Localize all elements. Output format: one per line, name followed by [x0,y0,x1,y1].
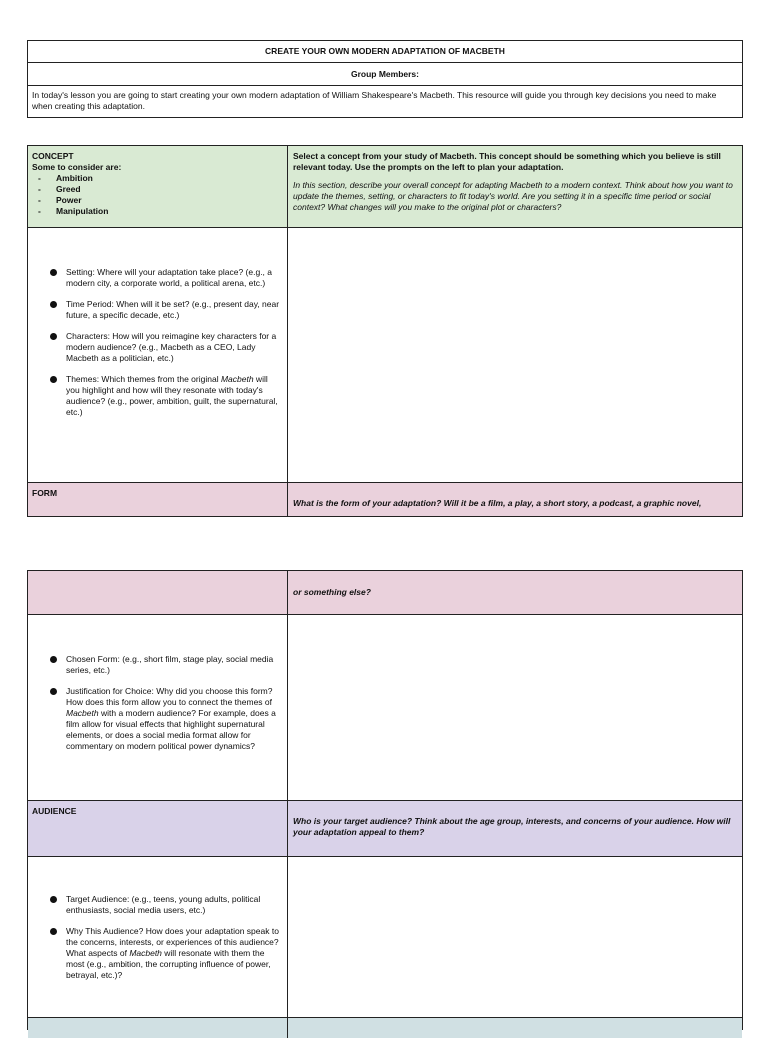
prompt-item: Characters: How will you reimagine key characters for a modern audience? (e.g., Macbeth as a CEO, Lady Macbeth as a politician, etc.) [48,331,283,364]
prompt-item: Justification for Choice: Why did you choose this form? How does this form allow you to connect the themes of Macbeth with a modern audience? For example, does a film allow for visual effects that highlight supernatural elements, or does a social media format allow for commentary on modern political power dynamics? [48,686,283,752]
audience-answer-area[interactable] [288,857,742,1017]
concept-option: - Ambition [38,173,283,184]
prompt-item: Chosen Form: (e.g., short film, stage play, social media series, etc.) [48,654,283,676]
form-question-continued: or something else? [288,571,742,614]
prompt-item: Setting: Where will your adaptation take place? (e.g., a modern city, a corporate world, a political arena, etc.) [48,267,283,289]
audience-prompts-list [32,894,283,981]
concept-instruction: Select a concept from your study of Macbeth. This concept should be something which you believe is still relevant today. Use the prompts on the left to plan your adaptation. [293,151,721,172]
concept-prompts-cell [28,228,288,482]
concept-label-cell [28,146,288,227]
form-header-row [28,483,742,516]
audience-heading: AUDIENCE [28,801,288,856]
audience-prompts-cell [28,857,288,1017]
concept-prompts-list [32,267,283,418]
audience-header-row [28,801,742,857]
concept-heading: CONCEPT [32,151,74,161]
form-prompts-list [32,654,283,752]
document-title: CREATE YOUR OWN MODERN ADAPTATION OF MACBETH [28,41,742,63]
next-section-question-cell [288,1018,742,1038]
intro-text: In today's lesson you are going to start creating your own modern adaptation of William Shakespeare's Macbeth. This resource will guide you through key decisions you need to make when creating this adaptation. [32,90,717,111]
prompt-item: Time Period: When will it be set? (e.g., present day, near future, a specific decade, etc.) [48,299,283,321]
concept-option: - Greed [38,184,283,195]
form-audience-table [27,570,743,1030]
concept-response-row [28,228,742,483]
form-response-row [28,615,742,801]
next-section-label-cell [28,1018,288,1038]
next-section-row [28,1018,742,1038]
concept-table [27,145,743,517]
form-header-continued-row [28,571,742,615]
form-label-cell-continued [28,571,288,614]
concept-guidance: In this section, describe your overall concept for adapting Macbeth to a modern context. Think about how you want to update the themes, setting, or characters to fit today's world. Are you setting it in a specific time period or social context? What changes will you make to the original plot or characters? [293,180,733,212]
prompt-item: Themes: Which themes from the original Macbeth will you highlight and how will they resonate with today's audience? (e.g., power, ambition, guilt, the supernatural, etc.) [48,374,283,418]
concept-answer-area[interactable] [288,228,742,482]
concept-options-list [32,173,283,217]
form-heading: FORM [28,483,288,516]
concept-header-row [28,146,742,228]
concept-option: - Power [38,195,283,206]
audience-question: Who is your target audience? Think about the age group, interests, and concerns of your audience. How will your adaptation appeal to them? [288,801,742,856]
form-prompts-cell [28,615,288,800]
concept-option: - Manipulation [38,206,283,217]
prompt-item: Target Audience: (e.g., teens, young adults, political enthusiasts, social media users, etc.) [48,894,283,916]
prompt-item: Why This Audience? How does your adaptation speak to the concerns, interests, or experiences of this audience? What aspects of Macbeth will resonate with them the most (e.g., ambition, the corrupting influence of power, betrayal, etc.)? [48,926,283,981]
concept-subheading: Some to consider are: [32,162,122,172]
audience-response-row [28,857,742,1018]
form-question: What is the form of your adaptation? Will it be a film, a play, a short story, a podcast, a graphic novel, [288,483,742,516]
group-members-label: Group Members: [28,63,742,86]
form-answer-area[interactable] [288,615,742,800]
concept-instructions-cell [288,146,742,227]
header-table [27,40,743,118]
